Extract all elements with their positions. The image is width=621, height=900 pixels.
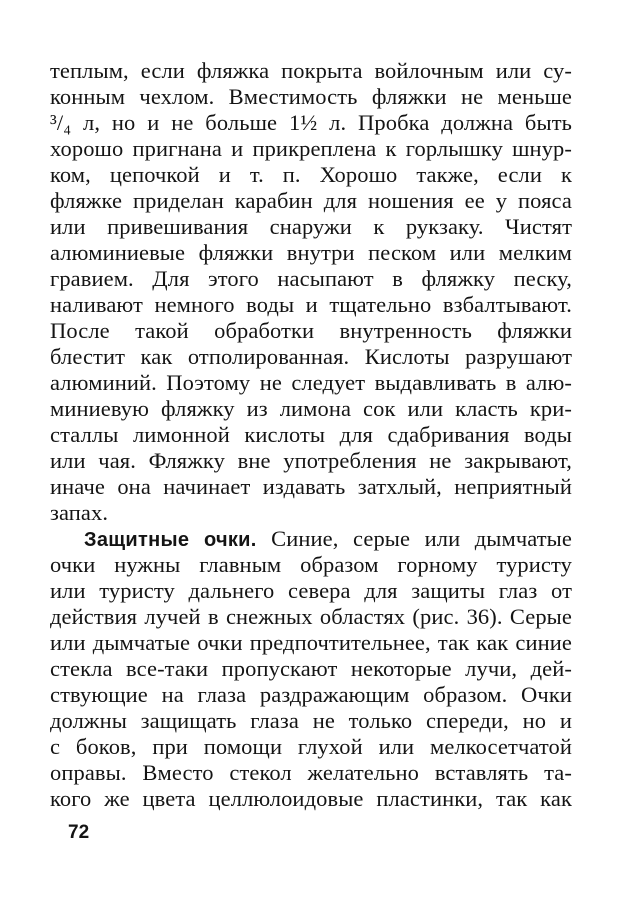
text-line: стекла все-таки пропускают некоторые лучи, дей- (50, 656, 572, 681)
text-line: с боков, при помощи глухой или мелкосетчатой (50, 734, 572, 759)
text-line: очки нужны главным образом горному туристу (50, 552, 572, 577)
text-line: конным чехлом. Вместимость фляжки не меньше (50, 84, 572, 109)
text-line: иначе она начинает издавать затхлый, неприятный (50, 474, 572, 499)
paragraph-first-line (84, 526, 572, 553)
text-line: фляжке приделан карабин для ношения ее у пояса (50, 188, 572, 213)
text-line: оправы. Вместо стекол желательно вставлять та- (50, 760, 572, 785)
text-line: ³/₄ л, но и не больше 1½ л. Пробка должна быть (50, 110, 572, 135)
text-line: После такой обработки внутренность фляжки (50, 318, 572, 343)
text-line: ком, цепочкой и т. п. Хорошо также, если к (50, 162, 572, 187)
text-line: запах. (50, 500, 109, 525)
text-line: кого же цвета целлюлоидовые пластинки, так как (50, 786, 572, 811)
text-line: миниевую фляжку из лимона сок или класть кри- (50, 396, 572, 421)
text-line: ствующие на глаза раздражающим образом. Очки (50, 682, 572, 707)
text-run: Синие, серые или дымчатые (271, 526, 572, 551)
text-line: должны защищать глаза не только спереди, но и (50, 708, 572, 733)
text-line: алюминиевые фляжки внутри песком или мелким (50, 240, 572, 265)
text-line: блестит как отполированная. Кислоты разрушают (50, 344, 572, 369)
section-heading: Защитные очки. (84, 529, 257, 551)
text-line: наливают немного воды и тщательно взбалтывают. (50, 292, 572, 317)
text-line: теплым, если фляжка покрыта войлочным или су- (50, 58, 572, 83)
text-line: алюминий. Поэтому не следует выдавливать в алю- (50, 370, 572, 395)
text-line: хорошо пригнана и прикреплена к горлышку шнур- (50, 136, 572, 161)
text-line: сталлы лимонной кислоты для сдабривания воды (50, 422, 572, 447)
text-line: или привешивания снаружи к рукзаку. Чистят (50, 214, 572, 239)
text-line: или туристу дальнего севера для защиты глаз от (50, 578, 572, 603)
text-line: гравием. Для этого насыпают в фляжку песку, (50, 266, 572, 291)
text-line: действия лучей в снежных областях (рис. 36). Серые (50, 604, 572, 629)
text-line: или дымчатые очки предпочтительнее, так как синие (50, 630, 572, 655)
page-number: 72 (68, 822, 90, 843)
text-line: или чая. Фляжку вне употребления не закрывают, (50, 448, 572, 473)
